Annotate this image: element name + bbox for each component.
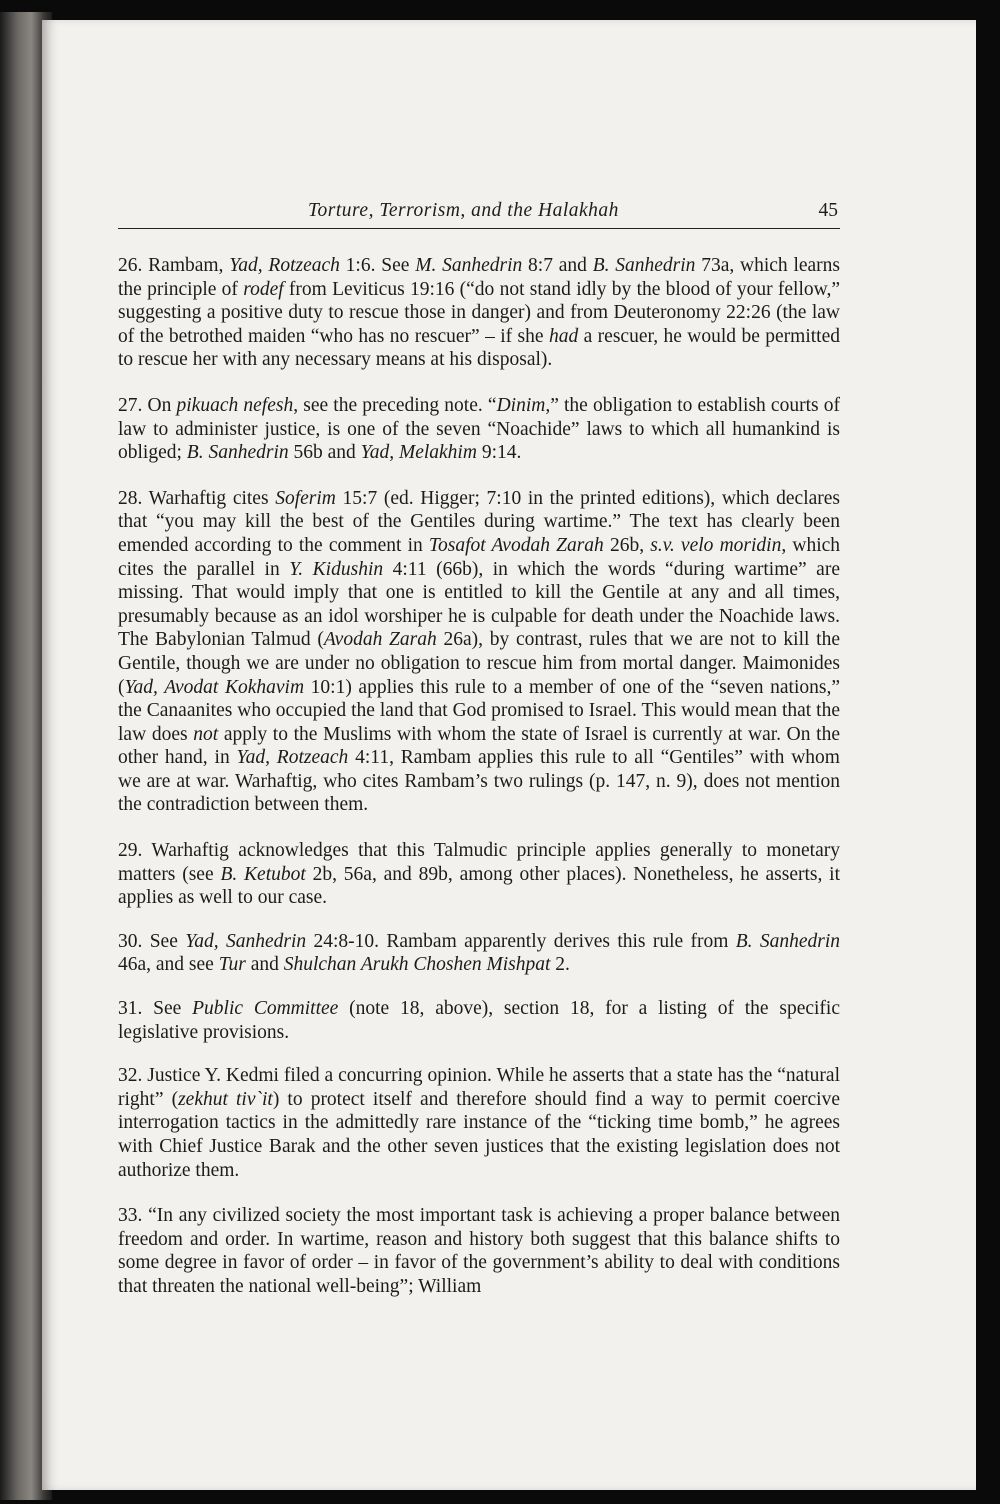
endnote-text: and xyxy=(245,954,284,976)
endnote-citation: Yad, Rotzeach xyxy=(236,747,349,769)
endnote-text: 2b, 56a, and 89b, among other places). Nonetheless, he asserts, it applies as well to our case. xyxy=(118,863,840,909)
endnotes-list xyxy=(118,254,840,1321)
endnote-citation: Public Committee xyxy=(192,998,339,1020)
endnote-number: 26. xyxy=(118,255,143,276)
endnote-citation: Yad, Melakhim xyxy=(360,442,477,464)
endnote-text: 9:14. xyxy=(476,442,522,464)
running-title: Torture, Terrorism, and the Halakhah xyxy=(308,200,619,221)
endnote-citation: Y. Kidushin xyxy=(289,558,384,580)
endnote-citation: Soferim xyxy=(275,487,336,509)
endnote xyxy=(118,394,840,465)
endnote-text: 56b and xyxy=(288,442,361,464)
endnote xyxy=(118,997,840,1044)
endnote-text: 4:11 (66b), in which the words “during wartime” are missing. That would imply that one is entitled to kill the Gentile at any and all times, presumably because as an idol worshiper he is culpable for death under the Noachide laws. The Babylonian Talmud ( xyxy=(118,558,840,651)
endnote-text: 24:8-10. Rambam apparently derives this rule from xyxy=(306,930,736,952)
endnote xyxy=(118,1064,840,1182)
endnote-citation: Yad, Avodat Kokhavim xyxy=(124,676,305,698)
endnote-text: 26a), by contrast, rules that we are not to kill the Gentile, though we are under no obligation to rescue him from mortal danger. Maimonides ( xyxy=(118,629,840,698)
endnote-number: 29. xyxy=(118,840,143,862)
endnote xyxy=(118,254,840,372)
endnote-citation: pikuach nefesh xyxy=(176,394,294,416)
endnote-number: 27. xyxy=(118,394,143,416)
endnote-citation: M. Sanhedrin xyxy=(415,255,523,276)
endnote-citation: rodef xyxy=(243,278,284,300)
endnote-citation: Yad, Sanhedrin xyxy=(185,930,307,952)
endnote-text: Warhaftig cites xyxy=(142,487,276,509)
endnote-text: “In any civilized society the most important task is achieving a proper balance between freedom and order. In wartime, reason and history both suggest that this balance shifts to some degree in favor of order – in favor of the government’s ability to deal with conditions that threaten the national well-being”; William xyxy=(118,1205,840,1297)
endnote-text: (note 18, above), section 18, for a listing of the specific legislative provisions. xyxy=(118,998,841,1043)
endnote-citation: B. Sanhedrin xyxy=(592,255,696,276)
endnote-text: Justice Y. Kedmi filed a concurring opinion. While he asserts that a state has the “natural right” ( xyxy=(118,1065,840,1110)
endnote-citation: Dinim, xyxy=(496,394,551,416)
endnote-text: 1:6. See xyxy=(339,255,416,276)
endnote-citation: Yad, Rotzeach xyxy=(229,255,340,276)
page-number: 45 xyxy=(818,200,838,221)
running-head xyxy=(118,198,840,229)
endnote-number: 28. xyxy=(118,487,143,509)
endnote-number: 31. xyxy=(118,998,143,1020)
endnote-citation: s.v. velo moridin xyxy=(650,534,782,556)
endnote-text: , see the preceding note. “ xyxy=(293,394,497,416)
endnote-text: On xyxy=(142,394,177,416)
endnote-citation: Tosafot Avodah Zarah xyxy=(428,534,604,556)
endnote-citation: not xyxy=(193,723,219,745)
endnote-text: 8:7 and xyxy=(522,255,593,276)
endnote-text: 15:7 (ed. Higger; 7:10 in the printed editions), which declares that “you may kill the best of the Gentiles during wartime.” The text has clearly been emended according to the comment in xyxy=(118,487,841,556)
endnote-number: 33. xyxy=(118,1205,143,1227)
endnote-citation: Shulchan Arukh Choshen Mishpat xyxy=(283,954,551,976)
endnote-text: a rescuer, he would be permitted to rescue her with any necessary means at his disposal). xyxy=(118,325,840,371)
endnote xyxy=(118,487,840,817)
endnote xyxy=(118,839,840,910)
endnote-citation: B. Ketubot xyxy=(220,863,306,885)
endnote-citation: B. Sanhedrin xyxy=(186,442,289,464)
endnote-text: ” the obligation to establish courts of law to administer justice, is one of the seven “Noachide” laws to which all humankind is obliged; xyxy=(118,394,840,464)
endnote-citation: had xyxy=(548,325,579,347)
endnote-text: , which cites the parallel in xyxy=(118,534,841,580)
endnote-text: 4:11, Rambam applies this rule to all “Gentiles” with whom we are at war. Warhaftig, who cites Rambam’s two rulings (p. 147, n. 9), does not mention the contradiction between them. xyxy=(118,747,840,816)
endnote-text: ) to protect itself and therefore should find a way to permit coercive interrogation tactics in the admittedly rare instance of the “ticking time bomb,” he agrees with Chief Justice Barak and the other seven justices that the existing legislation does not authorize them. xyxy=(118,1088,840,1181)
endnote-citation: zekhut tiv`it xyxy=(178,1088,273,1110)
endnote-text: See xyxy=(142,930,186,952)
endnote xyxy=(118,930,840,977)
endnote-citation: Avodah Zarah xyxy=(323,629,437,651)
endnote-text: 26b, xyxy=(603,534,651,556)
endnote-text: 73a, which learns the principle of xyxy=(118,255,841,300)
endnote-citation: B. Sanhedrin xyxy=(735,930,841,952)
endnote-text: 46a, and see xyxy=(118,954,219,976)
endnote-text: 2. xyxy=(550,954,570,976)
endnote-citation: Tur xyxy=(218,954,246,976)
endnote-text: Warhaftig acknowledges that this Talmudic principle applies generally to monetary matters (see xyxy=(118,840,840,885)
endnote-text: from Leviticus 19:16 (“do not stand idly by the blood of your fellow,” suggesting a positive duty to rescue those in danger) and from Deuteronomy 22:26 (the law of the betrothed maiden “who has no rescuer” – if she xyxy=(118,278,840,347)
endnote xyxy=(118,1204,840,1298)
endnote-text: Rambam, xyxy=(142,255,230,276)
endnote-number: 32. xyxy=(118,1065,143,1087)
endnote-text: 10:1) applies this rule to a member of one of the “seven nations,” the Canaanites who occupied the land that God promised to Israel. This would mean that the law does xyxy=(118,676,840,745)
endnote-number: 30. xyxy=(118,930,143,952)
endnote-text: apply to the Muslims with whom the state of Israel is currently at war. On the other hand, in xyxy=(118,723,840,769)
endnote-text: See xyxy=(142,998,193,1020)
